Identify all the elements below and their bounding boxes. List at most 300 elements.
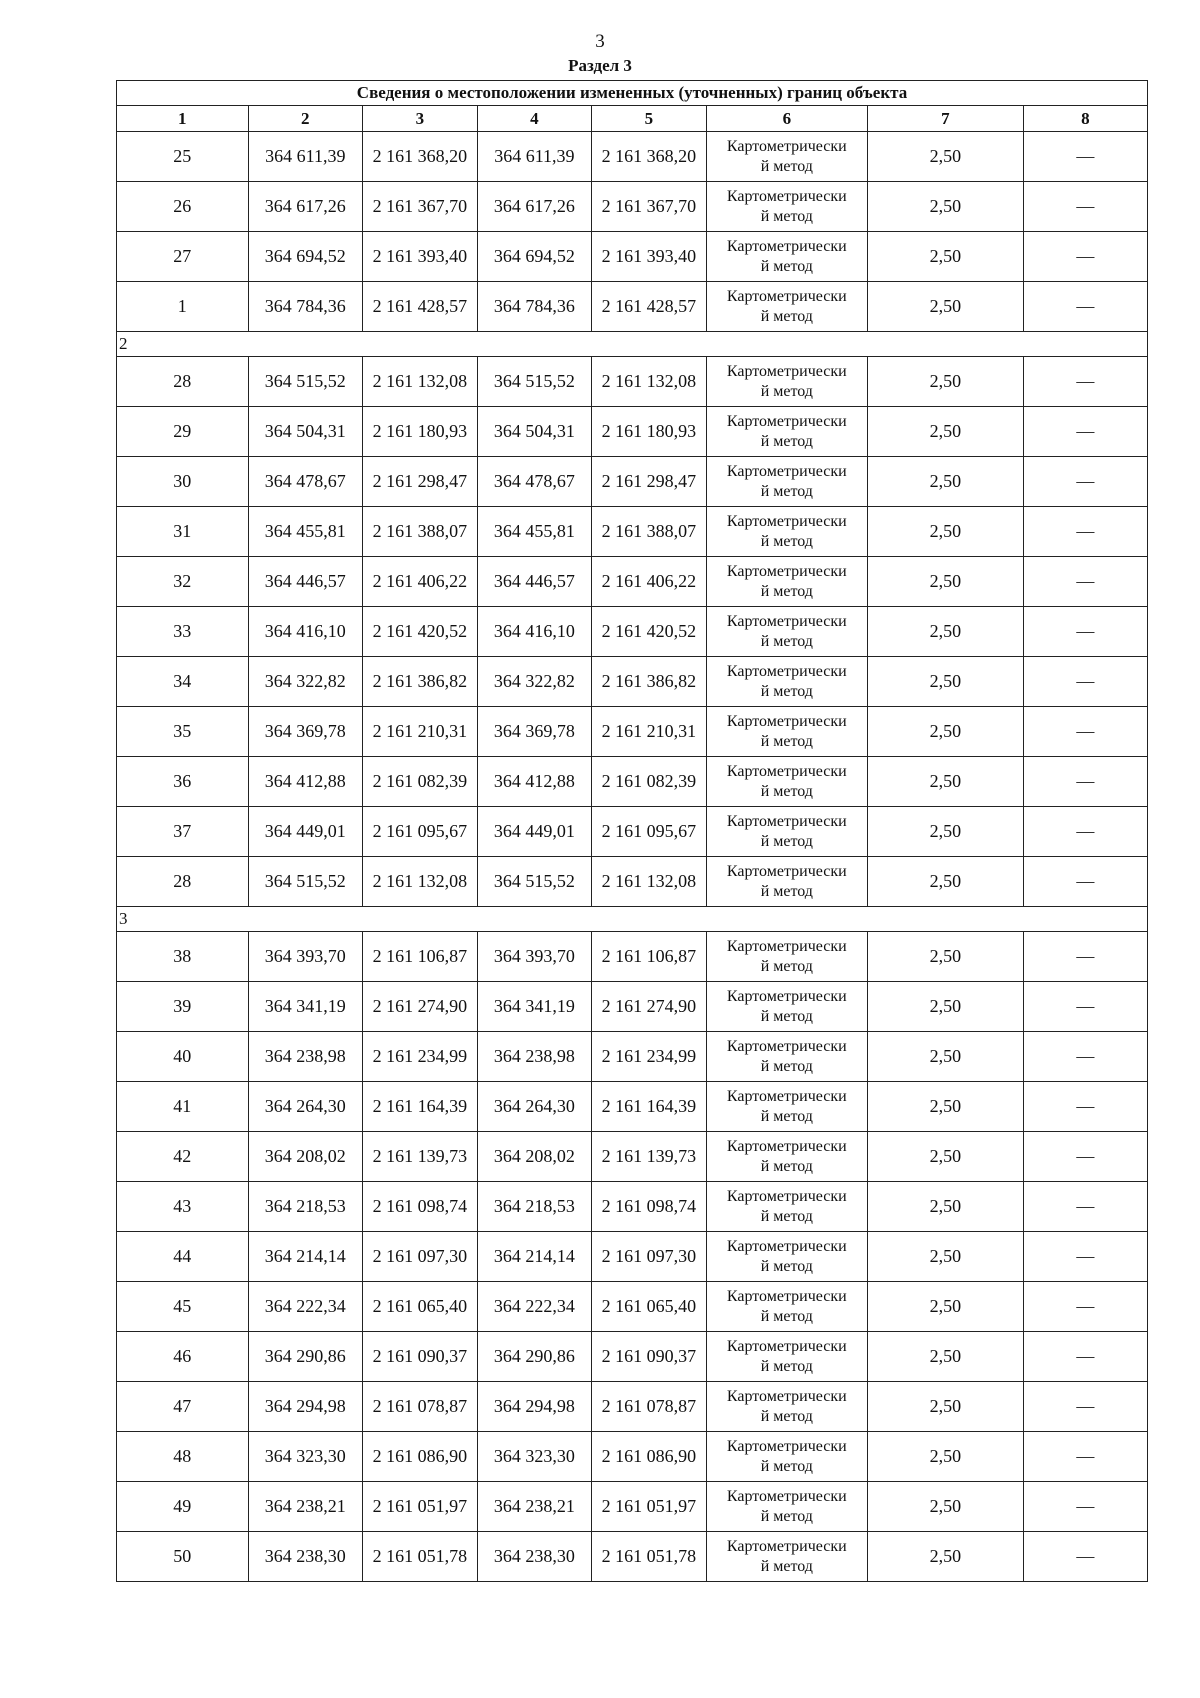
y-existing-cell: 2 161 132,08	[363, 857, 478, 907]
method-cell	[706, 1382, 867, 1432]
y-existing-cell: 2 161 090,37	[363, 1332, 478, 1382]
method-cell	[706, 1232, 867, 1282]
table-row	[117, 757, 1148, 807]
y-refined-cell: 2 161 164,39	[592, 1082, 707, 1132]
x-existing-cell: 364 393,70	[248, 932, 363, 982]
x-refined-cell: 364 290,86	[477, 1332, 592, 1382]
point-number-cell: 26	[117, 182, 249, 232]
method-line-2: й метод	[760, 1357, 813, 1375]
accuracy-cell: 2,50	[867, 182, 1023, 232]
y-refined-cell: 2 161 386,82	[592, 657, 707, 707]
y-refined-cell: 2 161 388,07	[592, 507, 707, 557]
x-refined-cell: 364 515,52	[477, 357, 592, 407]
x-refined-cell: 364 369,78	[477, 707, 592, 757]
contour-label-row	[117, 907, 1148, 932]
x-refined-cell: 364 264,30	[477, 1082, 592, 1132]
description-cell: —	[1023, 457, 1147, 507]
x-refined-cell: 364 214,14	[477, 1232, 592, 1282]
x-existing-cell: 364 784,36	[248, 282, 363, 332]
description-cell: —	[1023, 932, 1147, 982]
y-existing-cell: 2 161 428,57	[363, 282, 478, 332]
point-number-cell: 36	[117, 757, 249, 807]
x-existing-cell: 364 515,52	[248, 857, 363, 907]
accuracy-cell: 2,50	[867, 1482, 1023, 1532]
x-refined-cell: 364 449,01	[477, 807, 592, 857]
y-refined-cell: 2 161 097,30	[592, 1232, 707, 1282]
method-cell	[706, 657, 867, 707]
point-number-cell: 25	[117, 132, 249, 182]
method-cell	[706, 757, 867, 807]
x-existing-cell: 364 446,57	[248, 557, 363, 607]
y-refined-cell: 2 161 428,57	[592, 282, 707, 332]
method-line-2: й метод	[760, 307, 813, 325]
method-line-1: Картометрически	[726, 612, 847, 630]
x-refined-cell: 364 393,70	[477, 932, 592, 982]
description-cell: —	[1023, 1282, 1147, 1332]
y-refined-cell: 2 161 132,08	[592, 857, 707, 907]
method-line-2: й метод	[760, 882, 813, 900]
x-existing-cell: 364 322,82	[248, 657, 363, 707]
description-cell: —	[1023, 657, 1147, 707]
accuracy-cell: 2,50	[867, 407, 1023, 457]
method-line-2: й метод	[760, 732, 813, 750]
contour-label: 2	[117, 332, 1148, 357]
y-refined-cell: 2 161 095,67	[592, 807, 707, 857]
accuracy-cell: 2,50	[867, 357, 1023, 407]
method-line-2: й метод	[760, 782, 813, 800]
method-cell	[706, 182, 867, 232]
description-cell: —	[1023, 357, 1147, 407]
method-line-2: й метод	[760, 1157, 813, 1175]
method-cell	[706, 232, 867, 282]
table-caption-row	[117, 81, 1148, 106]
accuracy-cell: 2,50	[867, 1132, 1023, 1182]
method-line-1: Картометрически	[726, 1387, 847, 1405]
table-row	[117, 282, 1148, 332]
method-line-1: Картометрически	[726, 1437, 847, 1455]
x-refined-cell: 364 218,53	[477, 1182, 592, 1232]
boundary-coordinates-table	[116, 80, 1148, 1582]
point-number-cell: 50	[117, 1532, 249, 1582]
point-number-cell: 39	[117, 982, 249, 1032]
description-cell: —	[1023, 1182, 1147, 1232]
table-row	[117, 807, 1148, 857]
accuracy-cell: 2,50	[867, 1182, 1023, 1232]
x-existing-cell: 364 222,34	[248, 1282, 363, 1332]
x-existing-cell: 364 294,98	[248, 1382, 363, 1432]
y-existing-cell: 2 161 051,78	[363, 1532, 478, 1582]
x-refined-cell: 364 222,34	[477, 1282, 592, 1332]
y-existing-cell: 2 161 164,39	[363, 1082, 478, 1132]
y-existing-cell: 2 161 274,90	[363, 982, 478, 1032]
table-row	[117, 982, 1148, 1032]
description-cell: —	[1023, 1132, 1147, 1182]
point-number-cell: 45	[117, 1282, 249, 1332]
description-cell: —	[1023, 1482, 1147, 1532]
accuracy-cell: 2,50	[867, 1232, 1023, 1282]
point-number-cell: 47	[117, 1382, 249, 1432]
x-existing-cell: 364 341,19	[248, 982, 363, 1032]
x-existing-cell: 364 515,52	[248, 357, 363, 407]
x-existing-cell: 364 238,21	[248, 1482, 363, 1532]
method-line-2: й метод	[760, 682, 813, 700]
x-existing-cell: 364 617,26	[248, 182, 363, 232]
x-existing-cell: 364 290,86	[248, 1332, 363, 1382]
table-row	[117, 1482, 1148, 1532]
x-refined-cell: 364 416,10	[477, 607, 592, 657]
method-line-1: Картометрически	[726, 1187, 847, 1205]
description-cell: —	[1023, 1432, 1147, 1482]
description-cell: —	[1023, 607, 1147, 657]
method-cell	[706, 607, 867, 657]
method-cell	[706, 932, 867, 982]
description-cell: —	[1023, 557, 1147, 607]
point-number-cell: 44	[117, 1232, 249, 1282]
method-cell	[706, 982, 867, 1032]
point-number-cell: 28	[117, 357, 249, 407]
column-number: 3	[363, 106, 478, 132]
table-row	[117, 657, 1148, 707]
method-line-1: Картометрически	[726, 287, 847, 305]
method-line-1: Картометрически	[726, 512, 847, 530]
method-line-2: й метод	[760, 1257, 813, 1275]
x-refined-cell: 364 294,98	[477, 1382, 592, 1432]
y-refined-cell: 2 161 051,78	[592, 1532, 707, 1582]
method-line-2: й метод	[760, 1557, 813, 1575]
method-line-1: Картометрически	[726, 137, 847, 155]
column-number: 6	[706, 106, 867, 132]
y-refined-cell: 2 161 393,40	[592, 232, 707, 282]
x-existing-cell: 364 449,01	[248, 807, 363, 857]
accuracy-cell: 2,50	[867, 1282, 1023, 1332]
method-cell	[706, 1282, 867, 1332]
table-row	[117, 507, 1148, 557]
description-cell: —	[1023, 1082, 1147, 1132]
description-cell: —	[1023, 857, 1147, 907]
accuracy-cell: 2,50	[867, 507, 1023, 557]
y-refined-cell: 2 161 367,70	[592, 182, 707, 232]
accuracy-cell: 2,50	[867, 232, 1023, 282]
method-line-1: Картометрически	[726, 987, 847, 1005]
x-refined-cell: 364 341,19	[477, 982, 592, 1032]
description-cell: —	[1023, 282, 1147, 332]
x-existing-cell: 364 369,78	[248, 707, 363, 757]
table-row	[117, 1182, 1148, 1232]
accuracy-cell: 2,50	[867, 707, 1023, 757]
table-row	[117, 457, 1148, 507]
method-line-1: Картометрически	[726, 1087, 847, 1105]
x-existing-cell: 364 238,98	[248, 1032, 363, 1082]
method-line-1: Картометрически	[726, 712, 847, 730]
method-line-2: й метод	[760, 1107, 813, 1125]
accuracy-cell: 2,50	[867, 1082, 1023, 1132]
y-refined-cell: 2 161 274,90	[592, 982, 707, 1032]
table-row	[117, 1432, 1148, 1482]
column-number: 8	[1023, 106, 1147, 132]
method-cell	[706, 407, 867, 457]
y-existing-cell: 2 161 367,70	[363, 182, 478, 232]
y-existing-cell: 2 161 097,30	[363, 1232, 478, 1282]
table-row	[117, 1282, 1148, 1332]
accuracy-cell: 2,50	[867, 607, 1023, 657]
description-cell: —	[1023, 757, 1147, 807]
x-existing-cell: 364 208,02	[248, 1132, 363, 1182]
method-cell	[706, 132, 867, 182]
y-existing-cell: 2 161 368,20	[363, 132, 478, 182]
method-line-2: й метод	[760, 157, 813, 175]
y-existing-cell: 2 161 406,22	[363, 557, 478, 607]
description-cell: —	[1023, 507, 1147, 557]
x-refined-cell: 364 446,57	[477, 557, 592, 607]
y-existing-cell: 2 161 098,74	[363, 1182, 478, 1232]
y-existing-cell: 2 161 086,90	[363, 1432, 478, 1482]
x-existing-cell: 364 218,53	[248, 1182, 363, 1232]
method-cell	[706, 507, 867, 557]
method-line-2: й метод	[760, 1007, 813, 1025]
column-number-row	[117, 106, 1148, 132]
method-line-1: Картометрически	[726, 187, 847, 205]
y-refined-cell: 2 161 078,87	[592, 1382, 707, 1432]
point-number-cell: 41	[117, 1082, 249, 1132]
method-line-1: Картометрически	[726, 1537, 847, 1555]
table-row	[117, 1032, 1148, 1082]
accuracy-cell: 2,50	[867, 857, 1023, 907]
x-refined-cell: 364 322,82	[477, 657, 592, 707]
method-line-1: Картометрически	[726, 1337, 847, 1355]
table-row	[117, 607, 1148, 657]
method-cell	[706, 1432, 867, 1482]
contour-label: 3	[117, 907, 1148, 932]
x-existing-cell: 364 416,10	[248, 607, 363, 657]
x-refined-cell: 364 238,30	[477, 1532, 592, 1582]
y-existing-cell: 2 161 386,82	[363, 657, 478, 707]
accuracy-cell: 2,50	[867, 982, 1023, 1032]
point-number-cell: 40	[117, 1032, 249, 1082]
description-cell: —	[1023, 707, 1147, 757]
y-existing-cell: 2 161 234,99	[363, 1032, 478, 1082]
point-number-cell: 28	[117, 857, 249, 907]
method-line-2: й метод	[760, 1207, 813, 1225]
y-refined-cell: 2 161 051,97	[592, 1482, 707, 1532]
y-existing-cell: 2 161 132,08	[363, 357, 478, 407]
y-refined-cell: 2 161 086,90	[592, 1432, 707, 1482]
method-line-1: Картометрически	[726, 812, 847, 830]
x-refined-cell: 364 504,31	[477, 407, 592, 457]
method-line-2: й метод	[760, 632, 813, 650]
method-line-2: й метод	[760, 1057, 813, 1075]
table-row	[117, 1232, 1148, 1282]
y-refined-cell: 2 161 210,31	[592, 707, 707, 757]
y-existing-cell: 2 161 393,40	[363, 232, 478, 282]
table-row	[117, 407, 1148, 457]
method-line-1: Картометрически	[726, 462, 847, 480]
y-refined-cell: 2 161 098,74	[592, 1182, 707, 1232]
column-number: 1	[117, 106, 249, 132]
point-number-cell: 31	[117, 507, 249, 557]
point-number-cell: 27	[117, 232, 249, 282]
accuracy-cell: 2,50	[867, 457, 1023, 507]
method-line-1: Картометрически	[726, 1287, 847, 1305]
y-refined-cell: 2 161 180,93	[592, 407, 707, 457]
y-refined-cell: 2 161 298,47	[592, 457, 707, 507]
accuracy-cell: 2,50	[867, 1332, 1023, 1382]
method-line-2: й метод	[760, 207, 813, 225]
description-cell: —	[1023, 182, 1147, 232]
y-existing-cell: 2 161 298,47	[363, 457, 478, 507]
table-body	[117, 132, 1148, 1582]
description-cell: —	[1023, 1382, 1147, 1432]
table-row	[117, 1132, 1148, 1182]
contour-label-row	[117, 332, 1148, 357]
method-line-2: й метод	[760, 382, 813, 400]
table-row	[117, 707, 1148, 757]
table-row	[117, 857, 1148, 907]
point-number-cell: 29	[117, 407, 249, 457]
point-number-cell: 33	[117, 607, 249, 657]
method-cell	[706, 1332, 867, 1382]
x-existing-cell: 364 504,31	[248, 407, 363, 457]
table-caption: Сведения о местоположении измененных (уточненных) границ объекта	[117, 81, 1148, 106]
section-title: Раздел 3	[568, 56, 632, 75]
method-line-1: Картометрически	[726, 1237, 847, 1255]
method-cell	[706, 282, 867, 332]
page-number: 3	[595, 31, 605, 52]
x-existing-cell: 364 323,30	[248, 1432, 363, 1482]
description-cell: —	[1023, 1332, 1147, 1382]
y-refined-cell: 2 161 090,37	[592, 1332, 707, 1382]
method-line-1: Картометрически	[726, 1137, 847, 1155]
method-line-1: Картометрически	[726, 412, 847, 430]
method-cell	[706, 357, 867, 407]
point-number-cell: 1	[117, 282, 249, 332]
method-line-1: Картометрически	[726, 662, 847, 680]
y-refined-cell: 2 161 420,52	[592, 607, 707, 657]
table-row	[117, 1082, 1148, 1132]
method-line-1: Картометрически	[726, 762, 847, 780]
y-refined-cell: 2 161 065,40	[592, 1282, 707, 1332]
method-cell	[706, 1482, 867, 1532]
column-number: 7	[867, 106, 1023, 132]
table-row	[117, 557, 1148, 607]
column-number: 5	[592, 106, 707, 132]
description-cell: —	[1023, 132, 1147, 182]
description-cell: —	[1023, 232, 1147, 282]
method-cell	[706, 1182, 867, 1232]
method-line-2: й метод	[760, 582, 813, 600]
table-row	[117, 132, 1148, 182]
method-line-1: Картометрически	[726, 1037, 847, 1055]
x-refined-cell: 364 478,67	[477, 457, 592, 507]
description-cell: —	[1023, 1032, 1147, 1082]
column-number: 2	[248, 106, 363, 132]
method-line-2: й метод	[760, 1407, 813, 1425]
point-number-cell: 48	[117, 1432, 249, 1482]
description-cell: —	[1023, 1532, 1147, 1582]
y-existing-cell: 2 161 082,39	[363, 757, 478, 807]
y-refined-cell: 2 161 106,87	[592, 932, 707, 982]
method-line-2: й метод	[760, 1457, 813, 1475]
table-row	[117, 232, 1148, 282]
method-cell	[706, 1082, 867, 1132]
description-cell: —	[1023, 1232, 1147, 1282]
method-cell	[706, 1132, 867, 1182]
method-cell	[706, 457, 867, 507]
y-refined-cell: 2 161 234,99	[592, 1032, 707, 1082]
x-existing-cell: 364 214,14	[248, 1232, 363, 1282]
point-number-cell: 43	[117, 1182, 249, 1232]
table-row	[117, 182, 1148, 232]
x-refined-cell: 364 515,52	[477, 857, 592, 907]
method-line-1: Картометрически	[726, 1487, 847, 1505]
x-refined-cell: 364 694,52	[477, 232, 592, 282]
x-existing-cell: 364 238,30	[248, 1532, 363, 1582]
x-existing-cell: 364 455,81	[248, 507, 363, 557]
method-line-2: й метод	[760, 257, 813, 275]
accuracy-cell: 2,50	[867, 1432, 1023, 1482]
table-row	[117, 932, 1148, 982]
accuracy-cell: 2,50	[867, 1532, 1023, 1582]
method-cell	[706, 857, 867, 907]
method-line-2: й метод	[760, 432, 813, 450]
x-existing-cell: 364 412,88	[248, 757, 363, 807]
y-refined-cell: 2 161 082,39	[592, 757, 707, 807]
description-cell: —	[1023, 982, 1147, 1032]
method-cell	[706, 1532, 867, 1582]
accuracy-cell: 2,50	[867, 1032, 1023, 1082]
x-refined-cell: 364 611,39	[477, 132, 592, 182]
x-refined-cell: 364 617,26	[477, 182, 592, 232]
x-refined-cell: 364 238,21	[477, 1482, 592, 1532]
y-existing-cell: 2 161 139,73	[363, 1132, 478, 1182]
x-existing-cell: 364 264,30	[248, 1082, 363, 1132]
method-cell	[706, 1032, 867, 1082]
method-line-1: Картометрически	[726, 862, 847, 880]
method-cell	[706, 557, 867, 607]
point-number-cell: 42	[117, 1132, 249, 1182]
accuracy-cell: 2,50	[867, 1382, 1023, 1432]
y-refined-cell: 2 161 132,08	[592, 357, 707, 407]
method-line-1: Картометрически	[726, 562, 847, 580]
table-row	[117, 1532, 1148, 1582]
point-number-cell: 32	[117, 557, 249, 607]
description-cell: —	[1023, 807, 1147, 857]
method-line-1: Картометрически	[726, 937, 847, 955]
y-existing-cell: 2 161 388,07	[363, 507, 478, 557]
y-existing-cell: 2 161 420,52	[363, 607, 478, 657]
point-number-cell: 46	[117, 1332, 249, 1382]
y-existing-cell: 2 161 210,31	[363, 707, 478, 757]
method-line-2: й метод	[760, 532, 813, 550]
y-existing-cell: 2 161 095,67	[363, 807, 478, 857]
x-refined-cell: 364 412,88	[477, 757, 592, 807]
column-number: 4	[477, 106, 592, 132]
table-row	[117, 1332, 1148, 1382]
x-refined-cell: 364 238,98	[477, 1032, 592, 1082]
accuracy-cell: 2,50	[867, 657, 1023, 707]
x-refined-cell: 364 208,02	[477, 1132, 592, 1182]
point-number-cell: 35	[117, 707, 249, 757]
y-existing-cell: 2 161 106,87	[363, 932, 478, 982]
y-refined-cell: 2 161 368,20	[592, 132, 707, 182]
x-refined-cell: 364 323,30	[477, 1432, 592, 1482]
point-number-cell: 38	[117, 932, 249, 982]
x-existing-cell: 364 478,67	[248, 457, 363, 507]
method-line-2: й метод	[760, 1307, 813, 1325]
table-row	[117, 1382, 1148, 1432]
method-line-1: Картометрически	[726, 362, 847, 380]
accuracy-cell: 2,50	[867, 757, 1023, 807]
method-line-2: й метод	[760, 482, 813, 500]
